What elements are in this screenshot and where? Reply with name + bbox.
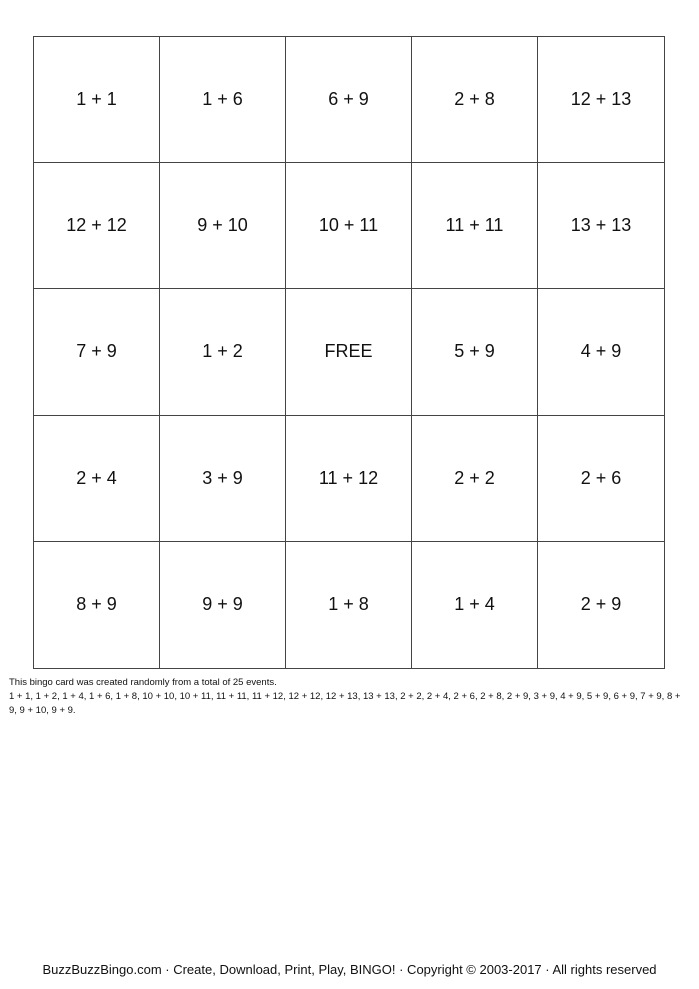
bingo-cell: 12 + 13 — [538, 37, 664, 163]
bingo-cell: 5 + 9 — [412, 289, 538, 415]
page-footer: BuzzBuzzBingo.com · Create, Download, Print, Play, BINGO! · Copyright © 2003-2017 · All rights reserved — [42, 962, 657, 977]
bingo-cell: 11 + 12 — [286, 416, 412, 542]
bingo-cell: 10 + 11 — [286, 163, 412, 289]
bingo-cell: 1 + 4 — [412, 542, 538, 668]
card-note — [9, 676, 689, 718]
bingo-cell: 9 + 10 — [160, 163, 286, 289]
bingo-cell: 2 + 8 — [412, 37, 538, 163]
bingo-cell: 2 + 2 — [412, 416, 538, 542]
bingo-cell: 4 + 9 — [538, 289, 664, 415]
bingo-cell: 1 + 8 — [286, 542, 412, 668]
bingo-cell: 11 + 11 — [412, 163, 538, 289]
bingo-card-grid — [33, 36, 665, 669]
bingo-cell: 7 + 9 — [34, 289, 160, 415]
card-summary: This bingo card was created randomly from a total of 25 events. — [9, 677, 277, 688]
bingo-cell: 1 + 2 — [160, 289, 286, 415]
bingo-free-cell: FREE — [286, 289, 412, 415]
bingo-cell: 6 + 9 — [286, 37, 412, 163]
bingo-cell: 8 + 9 — [34, 542, 160, 668]
bingo-cell: 12 + 12 — [34, 163, 160, 289]
bingo-cell: 2 + 9 — [580, 594, 622, 615]
bingo-cell: 3 + 9 — [160, 416, 286, 542]
bingo-cell: 2 + 4 — [34, 416, 160, 542]
bingo-cell: 1 + 1 — [34, 37, 160, 163]
bingo-cell: 2 + 6 — [538, 416, 664, 542]
bingo-cell: 1 + 6 — [160, 37, 286, 163]
bingo-cell: 9 + 9 — [160, 542, 286, 668]
bingo-cell: 13 + 13 — [538, 163, 664, 289]
event-list: 1 + 1, 1 + 2, 1 + 4, 1 + 6, 1 + 8, 10 + 10, 10 + 11, 11 + 11, 11 + 12, 12 + 12, 12 + 13, 13 + 13, 2 + 2, 2 + 4, 2 + 6, 2 + 8, 2 + 9, 3 + 9, 4 + 9, 5 + 9, 6 + 9, 7 + 9, 8 + 9, 9 + 10, 9 + 9. — [9, 691, 681, 716]
